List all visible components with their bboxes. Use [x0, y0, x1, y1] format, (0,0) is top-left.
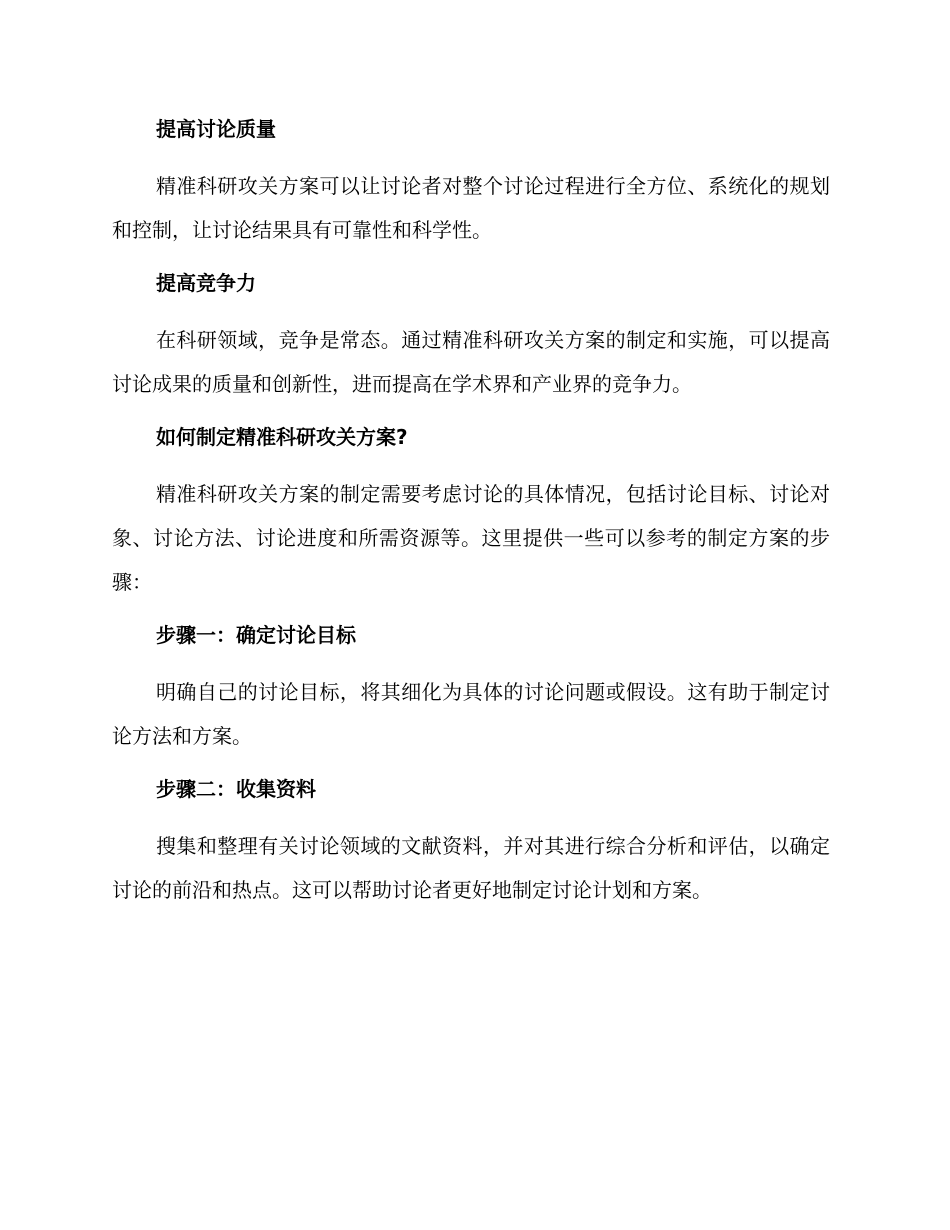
section-paragraph: 在科研领域，竞争是常态。通过精准科研攻关方案的制定和实施，可以提高讨论成果的质量和创新性，进而提高在学术界和产业界的竞争力。	[112, 328, 830, 396]
section-paragraph: 明确自己的讨论目标，将其细化为具体的讨论问题或假设。这有助于制定讨论方法和方案。	[112, 680, 830, 748]
section-paragraph: 搜集和整理有关讨论领域的文献资料，并对其进行综合分析和评估，以确定讨论的前沿和热点。这可以帮助讨论者更好地制定讨论计划和方案。	[112, 834, 830, 902]
section-step-one	[112, 618, 830, 758]
section-heading: 提高竞争力	[156, 271, 256, 295]
section-heading: 提高讨论质量	[156, 117, 276, 141]
section-paragraph: 精准科研攻关方案可以让讨论者对整个讨论过程进行全方位、系统化的规划和控制，让讨论结果具有可靠性和科学性。	[112, 174, 830, 242]
section-heading: 步骤一：确定讨论目标	[156, 623, 356, 647]
section-quality	[112, 112, 830, 252]
section-competitiveness	[112, 266, 830, 406]
section-step-two	[112, 772, 830, 912]
section-heading: 步骤二：收集资料	[156, 777, 316, 801]
section-paragraph: 精准科研攻关方案的制定需要考虑讨论的具体情况，包括讨论目标、讨论对象、讨论方法、讨论进度和所需资源等。这里提供一些可以参考的制定方案的步骤：	[112, 482, 830, 594]
section-heading: 如何制定精准科研攻关方案?	[156, 425, 408, 449]
section-how-to	[112, 420, 830, 604]
